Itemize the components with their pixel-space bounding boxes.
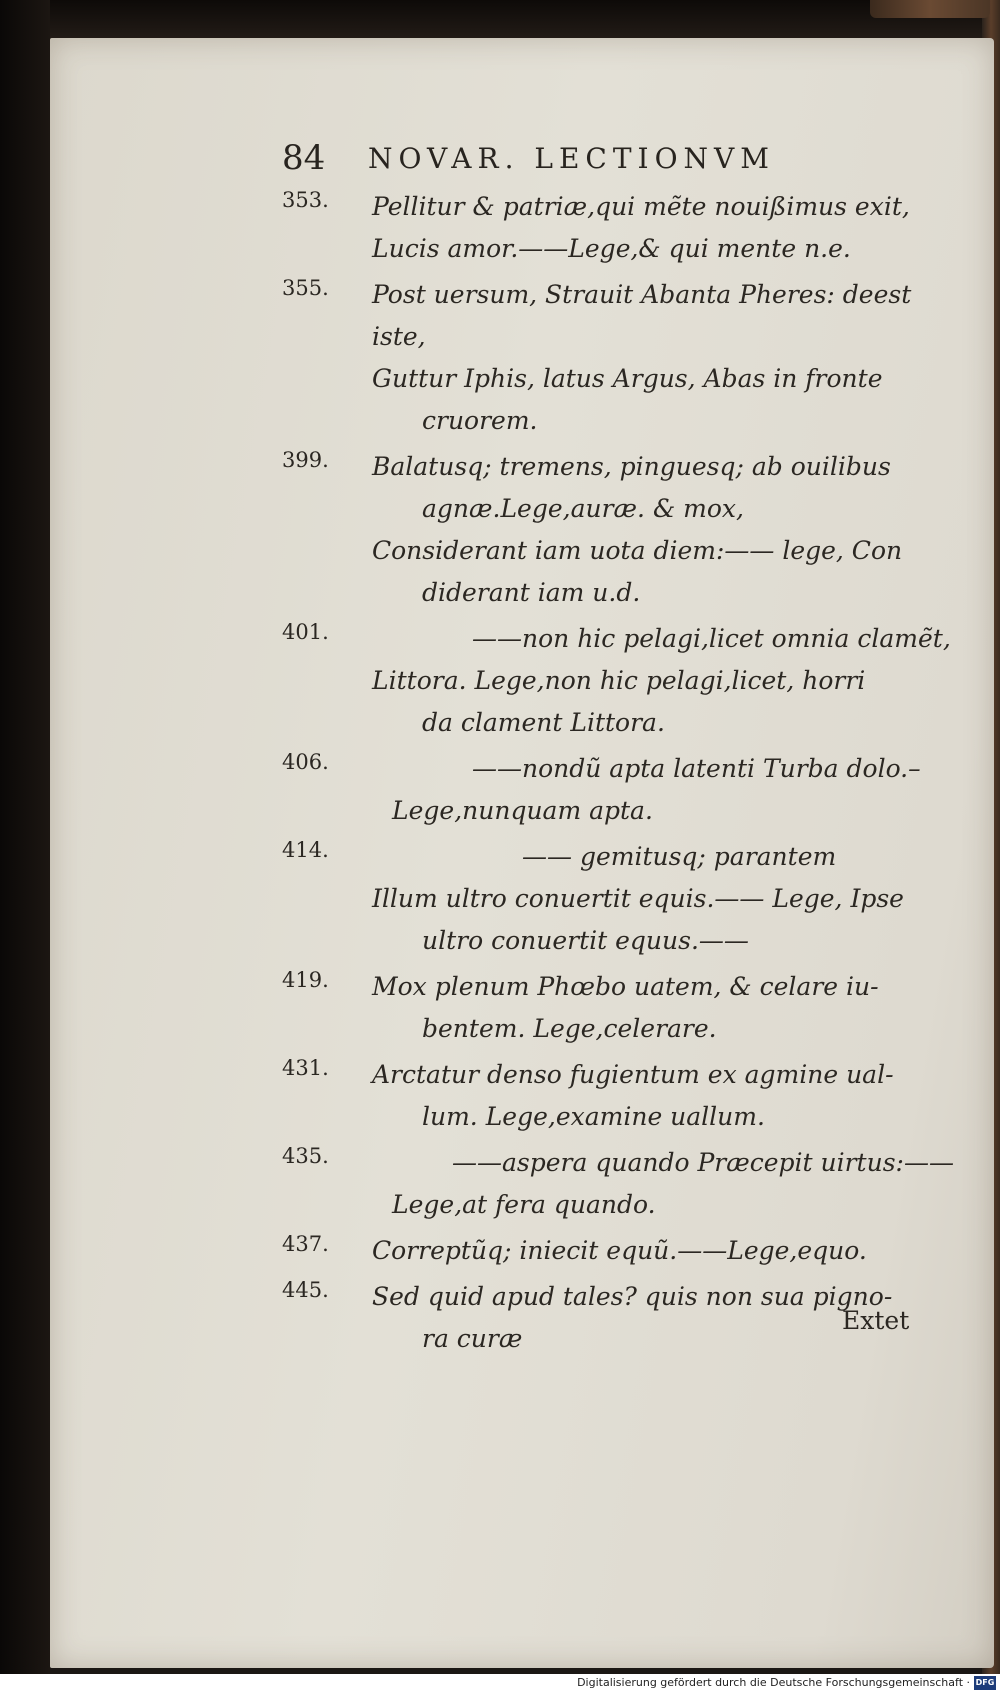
- running-title: NOVAR. LECTIONVM: [368, 142, 775, 175]
- note-entry: [282, 274, 922, 442]
- line-number: 435.: [282, 1144, 329, 1168]
- line-number: 437.: [282, 1232, 329, 1256]
- note-line: Correptũq; iniecit equũ.——Lege,equo.: [372, 1236, 867, 1265]
- note-line: Balatusq; tremens, pinguesq; ab ouilibus: [372, 452, 891, 481]
- note-entry: [282, 618, 951, 744]
- funding-credit: Digitalisierung gefördert durch die Deutsche Forschungsgemeinschaft ·: [577, 1676, 970, 1689]
- note-line: lum. Lege,examine uallum.: [422, 1102, 765, 1131]
- note-line: diderant iam u.d.: [422, 578, 641, 607]
- note-line: Considerant iam uota diem:—— lege, Con: [372, 536, 903, 565]
- catchword: Extet: [842, 1306, 910, 1335]
- line-number: 431.: [282, 1056, 329, 1080]
- footer-bar: [0, 1674, 1000, 1694]
- note-line: Arctatur denso fugientum ex agmine ual-: [372, 1060, 894, 1089]
- note-line: Sed quid apud tales? quis non sua pigno-: [372, 1282, 893, 1311]
- book-edge-top: [0, 0, 1000, 40]
- note-line: Illum ultro conuertit equis.—— Lege, Ipse: [372, 884, 904, 913]
- line-number: 414.: [282, 838, 329, 862]
- line-number: 401.: [282, 620, 329, 644]
- note-entry: [282, 1230, 922, 1272]
- notes-list: [282, 186, 954, 1364]
- note-entry: [282, 1142, 954, 1226]
- note-line: Littora. Lege,non hic pelagi,licet, horri: [372, 666, 866, 695]
- note-line: iste,: [372, 322, 426, 351]
- line-number: 419.: [282, 968, 329, 992]
- line-number: 355.: [282, 276, 329, 300]
- note-line: Lege,at fera quando.: [392, 1190, 656, 1219]
- note-line: ultro conuertit equus.——: [422, 926, 749, 955]
- note-line: ra curæ: [422, 1324, 523, 1353]
- dfg-logo-icon: DFG: [974, 1676, 996, 1690]
- note-line: Pellitur & patriæ,qui mẽte nouißimus exit,: [372, 192, 910, 221]
- note-entry: [282, 186, 922, 270]
- note-entry: [282, 446, 922, 614]
- note-line: ——aspera quando Præcepit uirtus:——: [452, 1148, 954, 1177]
- page-number: 84: [282, 138, 326, 178]
- note-line: Guttur Iphis, latus Argus, Abas in fronte: [372, 364, 883, 393]
- note-line: Lege,nunquam apta.: [392, 796, 653, 825]
- note-line: Post uersum, Strauit Abanta Pheres: deest: [372, 280, 912, 309]
- line-number: 399.: [282, 448, 329, 472]
- note-line: cruorem.: [422, 406, 538, 435]
- note-entry: [282, 836, 922, 962]
- note-line: da clament Littora.: [422, 708, 665, 737]
- note-line: —— gemitusq; parantem: [522, 842, 837, 871]
- note-line: ——non hic pelagi,licet omnia clamẽt,: [472, 624, 951, 653]
- note-line: ——nondũ apta latenti Turba dolo.–: [472, 754, 921, 783]
- line-number: 445.: [282, 1278, 329, 1302]
- binding-strip: [870, 0, 990, 18]
- book-edge-left: [0, 0, 50, 1694]
- note-entry: [282, 1054, 922, 1138]
- note-line: agnæ.Lege,auræ. & mox,: [422, 494, 744, 523]
- note-entry: [282, 1276, 922, 1360]
- note-line: Mox plenum Phœbo uatem, & celare iu-: [372, 972, 879, 1001]
- line-number: 353.: [282, 188, 329, 212]
- note-entry: [282, 748, 922, 832]
- note-line: Lucis amor.——Lege,& qui mente n.e.: [372, 234, 851, 263]
- note-entry: [282, 966, 922, 1050]
- line-number: 406.: [282, 750, 329, 774]
- running-head: [282, 138, 882, 188]
- note-line: bentem. Lege,celerare.: [422, 1014, 717, 1043]
